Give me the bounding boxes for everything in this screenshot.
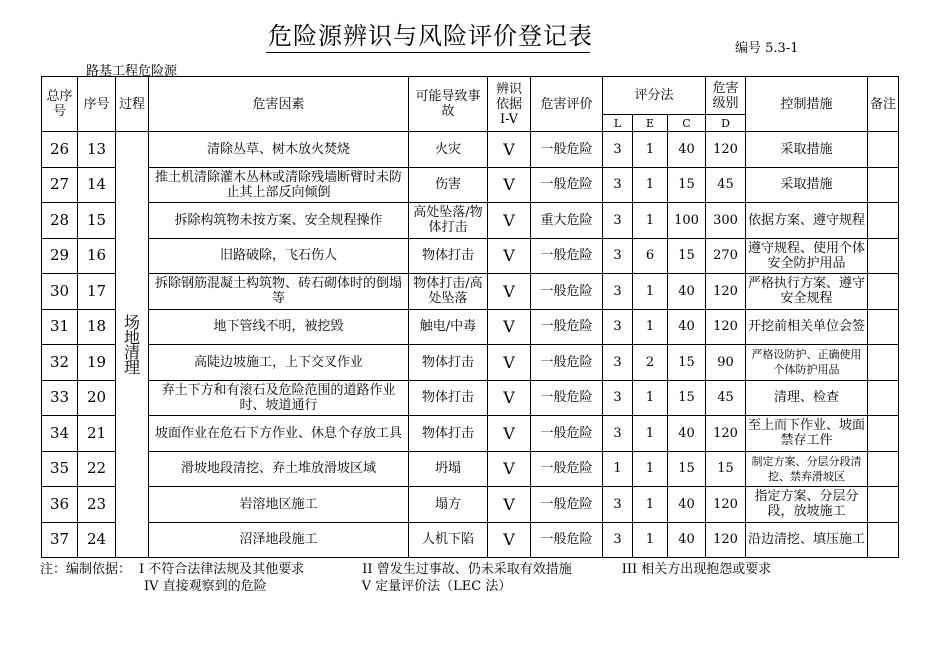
l-cell: 3 bbox=[603, 203, 633, 239]
header-process: 过程 bbox=[116, 77, 149, 132]
c-cell: 40 bbox=[668, 309, 706, 345]
e-cell: 1 bbox=[633, 274, 668, 310]
table-row bbox=[42, 274, 899, 310]
seq-no-cell: 13 bbox=[78, 132, 116, 168]
note-prefix: 注：编制依据： bbox=[40, 562, 132, 577]
l-cell: 3 bbox=[603, 345, 633, 381]
basis-cell: V bbox=[488, 203, 531, 239]
c-cell: 15 bbox=[668, 451, 706, 487]
measures-cell: 采取措施 bbox=[746, 132, 868, 168]
d-cell: 120 bbox=[706, 522, 746, 558]
evaluation-cell: 一般危险 bbox=[531, 522, 603, 558]
d-cell: 120 bbox=[706, 416, 746, 452]
note-line-1 bbox=[40, 562, 771, 578]
note-basis-5: V 定量评价法（LEC 法） bbox=[361, 579, 512, 594]
total-no-cell: 31 bbox=[42, 309, 78, 345]
basis-cell: V bbox=[488, 451, 531, 487]
d-cell: 300 bbox=[706, 203, 746, 239]
accident-cell: 物体打击 bbox=[409, 380, 488, 416]
header-level: 危害级别 bbox=[706, 77, 746, 115]
remark-cell bbox=[868, 132, 899, 168]
section-label: 路基工程危险源 bbox=[86, 64, 178, 79]
evaluation-cell: 一般危险 bbox=[531, 132, 603, 168]
c-cell: 15 bbox=[668, 238, 706, 274]
header-remark: 备注 bbox=[868, 77, 899, 132]
l-cell: 1 bbox=[603, 451, 633, 487]
total-no-cell: 26 bbox=[42, 132, 78, 168]
measures-cell: 制定方案、分层分段清挖、禁弃滑坡区 bbox=[746, 451, 868, 487]
basis-cell: V bbox=[488, 380, 531, 416]
table-row bbox=[42, 487, 899, 523]
e-cell: 6 bbox=[633, 238, 668, 274]
seq-no-cell: 17 bbox=[78, 274, 116, 310]
c-cell: 100 bbox=[668, 203, 706, 239]
accident-cell: 触电/中毒 bbox=[409, 309, 488, 345]
header-hazard: 危害因素 bbox=[149, 77, 409, 132]
accident-cell: 物体打击 bbox=[409, 345, 488, 381]
evaluation-cell: 一般危险 bbox=[531, 274, 603, 310]
table-row bbox=[42, 416, 899, 452]
measures-cell: 清理、检查 bbox=[746, 380, 868, 416]
measures-cell: 依据方案、遵守规程 bbox=[746, 203, 868, 239]
l-cell: 3 bbox=[603, 167, 633, 203]
measures-cell: 遵守规程、使用个体安全防护用品 bbox=[746, 238, 868, 274]
basis-cell: V bbox=[488, 274, 531, 310]
hazard-cell: 推土机清除灌木丛林或清除残墙断臂时未防止其上部反向倾倒 bbox=[149, 167, 409, 203]
hazard-cell: 拆除构筑物未按方案、安全规程操作 bbox=[149, 203, 409, 239]
basis-cell: V bbox=[488, 167, 531, 203]
d-cell: 120 bbox=[706, 274, 746, 310]
l-cell: 3 bbox=[603, 380, 633, 416]
evaluation-cell: 一般危险 bbox=[531, 309, 603, 345]
accident-cell: 高处坠落/物体打击 bbox=[409, 203, 488, 239]
remark-cell bbox=[868, 167, 899, 203]
seq-no-cell: 18 bbox=[78, 309, 116, 345]
evaluation-cell: 一般危险 bbox=[531, 487, 603, 523]
note-basis-2: II 曾发生过事故、仍未采取有效措施 bbox=[362, 562, 572, 577]
remark-cell bbox=[868, 345, 899, 381]
d-cell: 120 bbox=[706, 132, 746, 168]
hazard-cell: 滑坡地段清挖、弃土堆放滑坡区域 bbox=[149, 451, 409, 487]
accident-cell: 塌方 bbox=[409, 487, 488, 523]
table-row bbox=[42, 345, 899, 381]
l-cell: 3 bbox=[603, 416, 633, 452]
evaluation-cell: 一般危险 bbox=[531, 451, 603, 487]
d-cell: 15 bbox=[706, 451, 746, 487]
d-cell: 270 bbox=[706, 238, 746, 274]
hazard-cell: 清除丛草、树木放火焚烧 bbox=[149, 132, 409, 168]
table-row bbox=[42, 380, 899, 416]
e-cell: 1 bbox=[633, 132, 668, 168]
header-measures: 控制措施 bbox=[746, 77, 868, 132]
table-row bbox=[42, 238, 899, 274]
c-cell: 40 bbox=[668, 416, 706, 452]
measures-cell: 采取措施 bbox=[746, 167, 868, 203]
table-row bbox=[42, 309, 899, 345]
page-title: 危险源辨识与风险评价登记表 bbox=[268, 22, 593, 50]
hazard-cell: 弃土下方和有滚石及危险范围的道路作业时、坡道通行 bbox=[149, 380, 409, 416]
hazard-register-table bbox=[41, 76, 899, 558]
basis-cell: V bbox=[488, 132, 531, 168]
seq-no-cell: 19 bbox=[78, 345, 116, 381]
evaluation-cell: 重大危险 bbox=[531, 203, 603, 239]
c-cell: 15 bbox=[668, 167, 706, 203]
d-cell: 45 bbox=[706, 167, 746, 203]
total-no-cell: 30 bbox=[42, 274, 78, 310]
seq-no-cell: 14 bbox=[78, 167, 116, 203]
header-C: C bbox=[668, 115, 706, 132]
e-cell: 1 bbox=[633, 380, 668, 416]
measures-cell: 指定方案、分层分段，放坡施工 bbox=[746, 487, 868, 523]
total-no-cell: 36 bbox=[42, 487, 78, 523]
total-no-cell: 29 bbox=[42, 238, 78, 274]
remark-cell bbox=[868, 238, 899, 274]
table-row bbox=[42, 522, 899, 558]
basis-cell: V bbox=[488, 309, 531, 345]
total-no-cell: 34 bbox=[42, 416, 78, 452]
evaluation-cell: 一般危险 bbox=[531, 167, 603, 203]
basis-cell: V bbox=[488, 522, 531, 558]
c-cell: 40 bbox=[668, 274, 706, 310]
remark-cell bbox=[868, 451, 899, 487]
header-method: 评分法 bbox=[603, 77, 706, 115]
d-cell: 45 bbox=[706, 380, 746, 416]
header-seq-no: 序号 bbox=[78, 77, 116, 132]
total-no-cell: 35 bbox=[42, 451, 78, 487]
hazard-cell: 高陡边坡施工，上下交叉作业 bbox=[149, 345, 409, 381]
remark-cell bbox=[868, 487, 899, 523]
hazard-cell: 旧路破除，飞石伤人 bbox=[149, 238, 409, 274]
document-number: 编号 5.3-1 bbox=[735, 41, 799, 56]
remark-cell bbox=[868, 416, 899, 452]
l-cell: 3 bbox=[603, 274, 633, 310]
header-total-no: 总序号 bbox=[42, 77, 78, 132]
e-cell: 1 bbox=[633, 416, 668, 452]
header-basis: 辨识依据 I-V bbox=[488, 77, 531, 132]
accident-cell: 物体打击 bbox=[409, 416, 488, 452]
evaluation-cell: 一般危险 bbox=[531, 345, 603, 381]
seq-no-cell: 22 bbox=[78, 451, 116, 487]
remark-cell bbox=[868, 309, 899, 345]
c-cell: 40 bbox=[668, 522, 706, 558]
note-line-2 bbox=[144, 579, 511, 595]
remark-cell bbox=[868, 380, 899, 416]
basis-cell: V bbox=[488, 345, 531, 381]
total-no-cell: 33 bbox=[42, 380, 78, 416]
accident-cell: 物体打击/高处坠落 bbox=[409, 274, 488, 310]
c-cell: 15 bbox=[668, 380, 706, 416]
note-basis-1: I 不符合法律法规及其他要求 bbox=[139, 562, 305, 577]
accident-cell: 火灾 bbox=[409, 132, 488, 168]
c-cell: 40 bbox=[668, 487, 706, 523]
seq-no-cell: 16 bbox=[78, 238, 116, 274]
accident-cell: 物体打击 bbox=[409, 238, 488, 274]
e-cell: 2 bbox=[633, 345, 668, 381]
note-basis-4: IV 直接观察到的危险 bbox=[144, 579, 267, 594]
seq-no-cell: 20 bbox=[78, 380, 116, 416]
measures-cell: 严格设防护、正确使用个体防护用品 bbox=[746, 345, 868, 381]
header-D: D bbox=[706, 115, 746, 132]
basis-cell: V bbox=[488, 238, 531, 274]
measures-cell: 至上而下作业、坡面禁存工件 bbox=[746, 416, 868, 452]
hazard-cell: 地下管线不明，被挖毁 bbox=[149, 309, 409, 345]
table-row bbox=[42, 203, 899, 239]
d-cell: 120 bbox=[706, 487, 746, 523]
header-evaluation: 危害评价 bbox=[531, 77, 603, 132]
process-cell: 场 地 清 理 bbox=[116, 132, 149, 558]
note-basis-3: III 相关方出现抱怨或要求 bbox=[621, 562, 772, 577]
accident-cell: 坍塌 bbox=[409, 451, 488, 487]
table-row bbox=[42, 167, 899, 203]
evaluation-cell: 一般危险 bbox=[531, 380, 603, 416]
e-cell: 1 bbox=[633, 167, 668, 203]
remark-cell bbox=[868, 274, 899, 310]
table-row bbox=[42, 451, 899, 487]
c-cell: 15 bbox=[668, 345, 706, 381]
total-no-cell: 37 bbox=[42, 522, 78, 558]
seq-no-cell: 21 bbox=[78, 416, 116, 452]
header-E: E bbox=[633, 115, 668, 132]
measures-cell: 严格执行方案、遵守安全规程 bbox=[746, 274, 868, 310]
e-cell: 1 bbox=[633, 487, 668, 523]
title-underline bbox=[266, 52, 590, 53]
total-no-cell: 32 bbox=[42, 345, 78, 381]
l-cell: 3 bbox=[603, 309, 633, 345]
measures-cell: 沿边清挖、填压施工 bbox=[746, 522, 868, 558]
accident-cell: 人机下陷 bbox=[409, 522, 488, 558]
l-cell: 3 bbox=[603, 238, 633, 274]
table-row bbox=[42, 132, 899, 168]
l-cell: 3 bbox=[603, 132, 633, 168]
remark-cell bbox=[868, 522, 899, 558]
seq-no-cell: 15 bbox=[78, 203, 116, 239]
evaluation-cell: 一般危险 bbox=[531, 238, 603, 274]
header-accident: 可能导致事故 bbox=[409, 77, 488, 132]
d-cell: 120 bbox=[706, 309, 746, 345]
remark-cell bbox=[868, 203, 899, 239]
l-cell: 3 bbox=[603, 487, 633, 523]
e-cell: 1 bbox=[633, 309, 668, 345]
e-cell: 1 bbox=[633, 522, 668, 558]
hazard-cell: 岩溶地区施工 bbox=[149, 487, 409, 523]
basis-cell: V bbox=[488, 416, 531, 452]
l-cell: 3 bbox=[603, 522, 633, 558]
header-L: L bbox=[603, 115, 633, 132]
e-cell: 1 bbox=[633, 203, 668, 239]
accident-cell: 伤害 bbox=[409, 167, 488, 203]
c-cell: 40 bbox=[668, 132, 706, 168]
measures-cell: 开挖前相关单位会签 bbox=[746, 309, 868, 345]
basis-cell: V bbox=[488, 487, 531, 523]
seq-no-cell: 23 bbox=[78, 487, 116, 523]
hazard-cell: 拆除钢筋混凝土构筑物、砖石砌体时的倒塌等 bbox=[149, 274, 409, 310]
d-cell: 90 bbox=[706, 345, 746, 381]
hazard-cell: 坡面作业在危石下方作业、休息个存放工具 bbox=[149, 416, 409, 452]
seq-no-cell: 24 bbox=[78, 522, 116, 558]
total-no-cell: 28 bbox=[42, 203, 78, 239]
hazard-cell: 沼泽地段施工 bbox=[149, 522, 409, 558]
e-cell: 1 bbox=[633, 451, 668, 487]
evaluation-cell: 一般危险 bbox=[531, 416, 603, 452]
total-no-cell: 27 bbox=[42, 167, 78, 203]
